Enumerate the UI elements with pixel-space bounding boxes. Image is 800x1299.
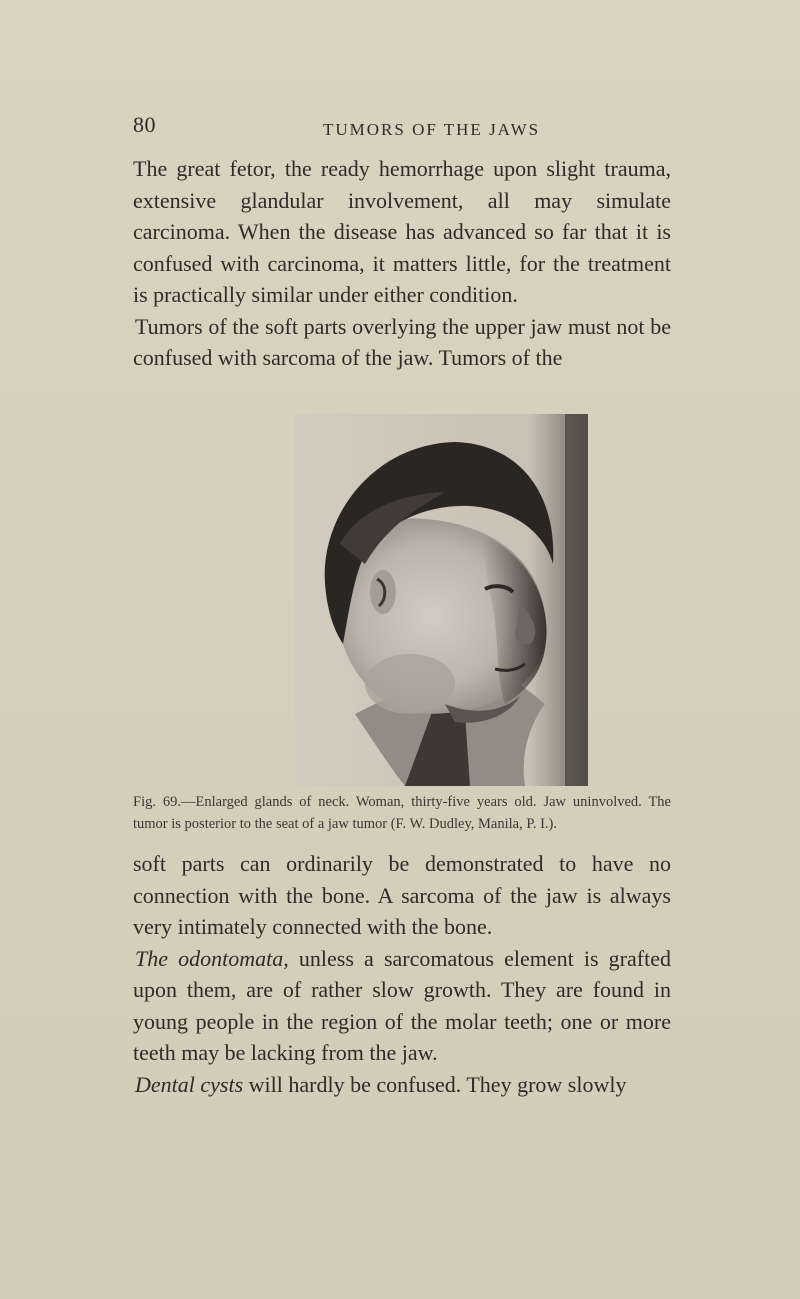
figure-caption: Fig. 69.—Enlarged glands of neck. Woman, thirty-five years old. Jaw uninvolved. The tumor is posterior to the seat of a jaw tumor (F. W. Dudley, Manila, P. I.). <box>133 794 671 832</box>
running-title: TUMORS OF THE JAWS <box>323 120 541 139</box>
odontomata-text: unless a sarcomatous element is grafted upon them, are of rather slow growth. They are found in young people in the region of the molar teeth; one or more teeth may be lacking from the jaw. <box>133 945 671 1065</box>
paragraph-connection: soft parts can ordinarily be demonstrated to have no connection with the bone. A sarcoma of the jaw is always very intimately connected with the bone. <box>133 851 671 939</box>
figure-photograph <box>295 414 588 786</box>
dental-cysts-text: will hardly be confused. They grow slowly <box>243 1071 627 1097</box>
page-number: 80 <box>133 112 156 137</box>
paragraph-soft-tumors: Tumors of the soft parts overlying the upper jaw must not be confused with sarcoma of the jaw. Tumors of the <box>133 313 671 370</box>
paragraph-odontomata <box>133 943 671 1069</box>
term-odontomata: The odontomata, <box>135 945 289 971</box>
paragraph-fetor: The great fetor, the ready hemorrhage upon slight trauma, extensive glandular involvement, all may simulate carcinoma. When the disease has advanced so far that it is confused with carcinoma, it matters little, for the treatment is practically similar under either condition. <box>133 156 671 307</box>
running-header <box>133 112 668 146</box>
term-dental-cysts: Dental cysts <box>135 1071 244 1097</box>
paragraph-dental-cysts <box>133 1069 671 1101</box>
body-text-bottom <box>133 848 671 1100</box>
patient-photo <box>295 414 588 786</box>
body-text-top <box>133 153 671 374</box>
